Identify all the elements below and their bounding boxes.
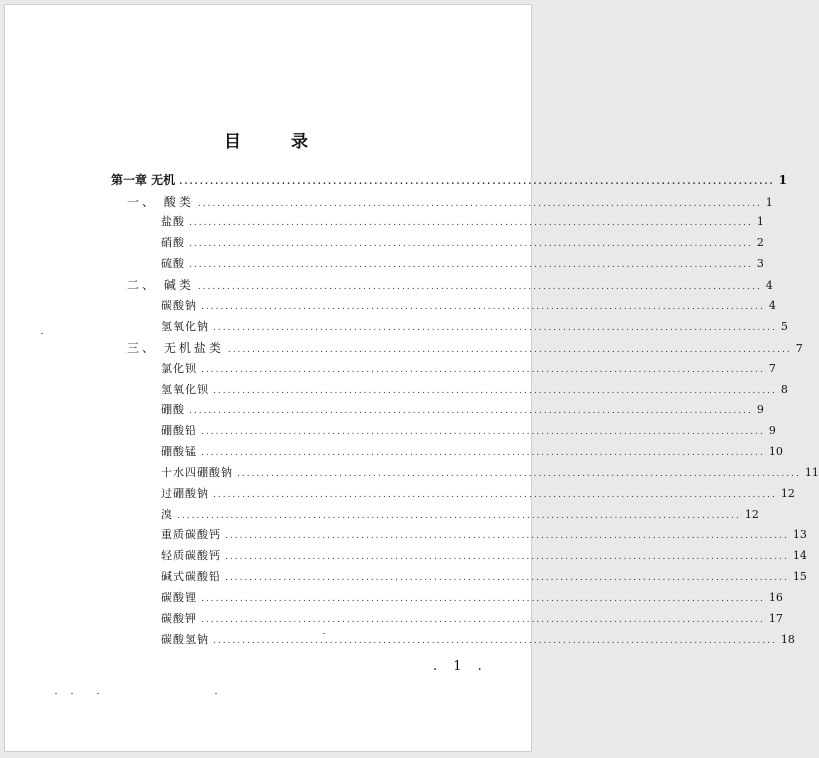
toc-label: 氢氧化钡: [161, 383, 209, 396]
toc-label: 第一章 无机: [111, 173, 176, 187]
toc-leader-dots: ....................................................................................................................: [201, 448, 765, 458]
toc-row[interactable]: [161, 591, 783, 606]
toc-page: 1: [756, 215, 764, 228]
toc-row[interactable]: [161, 570, 807, 585]
table-of-contents: [5, 5, 819, 751]
toc-label: 氢氧化钠: [161, 320, 209, 333]
toc-label: 碳酸钠: [161, 299, 197, 312]
page-number: . 1 .: [433, 659, 488, 674]
toc-leader-dots: ....................................................................................................................: [225, 531, 789, 541]
toc-label: 硼酸锰: [161, 445, 197, 458]
toc-row[interactable]: [161, 549, 807, 564]
toc-row[interactable]: [161, 215, 764, 230]
toc-label: 重质碳酸钙: [161, 528, 221, 541]
toc-page: 16: [768, 591, 783, 604]
toc-label: 轻质碳酸钙: [161, 549, 221, 562]
toc-row[interactable]: [161, 299, 776, 314]
toc-leader-dots: ....................................................................................................................: [189, 218, 753, 228]
toc-page: 4: [765, 279, 773, 292]
toc-label: 过硼酸钠: [161, 487, 209, 500]
toc-row[interactable]: [161, 633, 795, 648]
toc-page: 1: [778, 173, 788, 187]
toc-label: 硼酸: [161, 403, 185, 416]
toc-leader-dots: ....................................................................................................................: [237, 469, 801, 479]
toc-leader-dots: ....................................................................................................................: [201, 594, 765, 604]
toc-row[interactable]: [161, 424, 776, 439]
toc-leader-dots: ....................................................................................................................: [201, 302, 765, 312]
scan-speck: [215, 693, 217, 694]
toc-label: 盐酸: [161, 215, 185, 228]
toc-leader-dots: ....................................................................................................................: [177, 511, 741, 521]
toc-page: 7: [768, 362, 776, 375]
toc-label: 十水四硼酸钠: [161, 466, 233, 479]
toc-row[interactable]: [161, 445, 783, 460]
toc-label: 三、 无机盐类: [127, 341, 224, 355]
toc-page: 17: [768, 612, 783, 625]
toc-leader-dots: ....................................................................................................................: [225, 573, 789, 583]
toc-page: 2: [756, 236, 764, 249]
toc-leader-dots: ....................................................................................................................: [189, 260, 753, 270]
toc-leader-dots: ....................................................................................................................: [189, 239, 753, 249]
scan-speck: [55, 693, 57, 694]
toc-page: 4: [768, 299, 776, 312]
toc-page: 8: [780, 383, 788, 396]
toc-page: 1: [765, 196, 773, 209]
toc-row[interactable]: [161, 257, 764, 272]
toc-page: 9: [768, 424, 776, 437]
toc-page: 5: [780, 320, 788, 333]
toc-row[interactable]: [161, 508, 759, 523]
toc-row[interactable]: [161, 487, 795, 502]
toc-row[interactable]: [127, 278, 773, 294]
toc-leader-dots: ....................................................................................................................: [227, 345, 792, 355]
toc-page: 18: [780, 633, 795, 646]
toc-row[interactable]: [161, 466, 819, 481]
toc-page: 12: [780, 487, 795, 500]
toc-page: 11: [804, 466, 819, 479]
toc-leader-dots: ....................................................................................................................: [201, 615, 765, 625]
toc-label: 氯化钡: [161, 362, 197, 375]
toc-page: 10: [768, 445, 783, 458]
toc-row[interactable]: [161, 236, 764, 251]
toc-label: 碳酸钾: [161, 612, 197, 625]
toc-leader-dots: ....................................................................................................................: [179, 177, 775, 187]
document-page: [4, 4, 819, 752]
toc-leader-dots: ....................................................................................................................: [197, 282, 762, 292]
toc-label: 碳酸锂: [161, 591, 197, 604]
toc-row[interactable]: [161, 383, 788, 398]
toc-leader-dots: ....................................................................................................................: [213, 490, 777, 500]
toc-page: 15: [792, 570, 807, 583]
page-title: 目 录: [224, 132, 330, 152]
toc-page: 14: [792, 549, 807, 562]
toc-leader-dots: ....................................................................................................................: [225, 552, 789, 562]
toc-label: 硫酸: [161, 257, 185, 270]
toc-row[interactable]: [127, 195, 773, 211]
toc-row[interactable]: [127, 341, 803, 357]
toc-page: 3: [756, 257, 764, 270]
toc-row[interactable]: [161, 612, 783, 627]
toc-page: 12: [744, 508, 759, 521]
toc-page: 9: [756, 403, 764, 416]
toc-leader-dots: ....................................................................................................................: [213, 386, 777, 396]
toc-label: 硼酸铅: [161, 424, 197, 437]
scan-speck: [41, 333, 43, 334]
toc-leader-dots: ....................................................................................................................: [213, 636, 777, 646]
toc-label: 硝酸: [161, 236, 185, 249]
toc-label: 溴: [161, 508, 173, 521]
toc-label: 二、 碱类: [127, 278, 194, 292]
scan-speck: [97, 693, 99, 694]
toc-label: 碳酸氢钠: [161, 633, 209, 646]
toc-row[interactable]: [111, 173, 788, 189]
toc-leader-dots: ....................................................................................................................: [201, 365, 765, 375]
toc-leader-dots: ....................................................................................................................: [201, 427, 765, 437]
toc-leader-dots: ....................................................................................................................: [213, 323, 777, 333]
toc-label: 碱式碳酸铅: [161, 570, 221, 583]
toc-leader-dots: ....................................................................................................................: [197, 199, 762, 209]
toc-row[interactable]: [161, 403, 764, 418]
toc-page: 7: [795, 342, 803, 355]
toc-row[interactable]: [161, 528, 807, 543]
toc-row[interactable]: [161, 362, 776, 377]
toc-leader-dots: ....................................................................................................................: [189, 406, 753, 416]
scan-speck: [71, 693, 73, 694]
toc-label: 一、 酸类: [127, 195, 194, 209]
scan-speck: [323, 633, 325, 634]
toc-row[interactable]: [161, 320, 788, 335]
toc-page: 13: [792, 528, 807, 541]
